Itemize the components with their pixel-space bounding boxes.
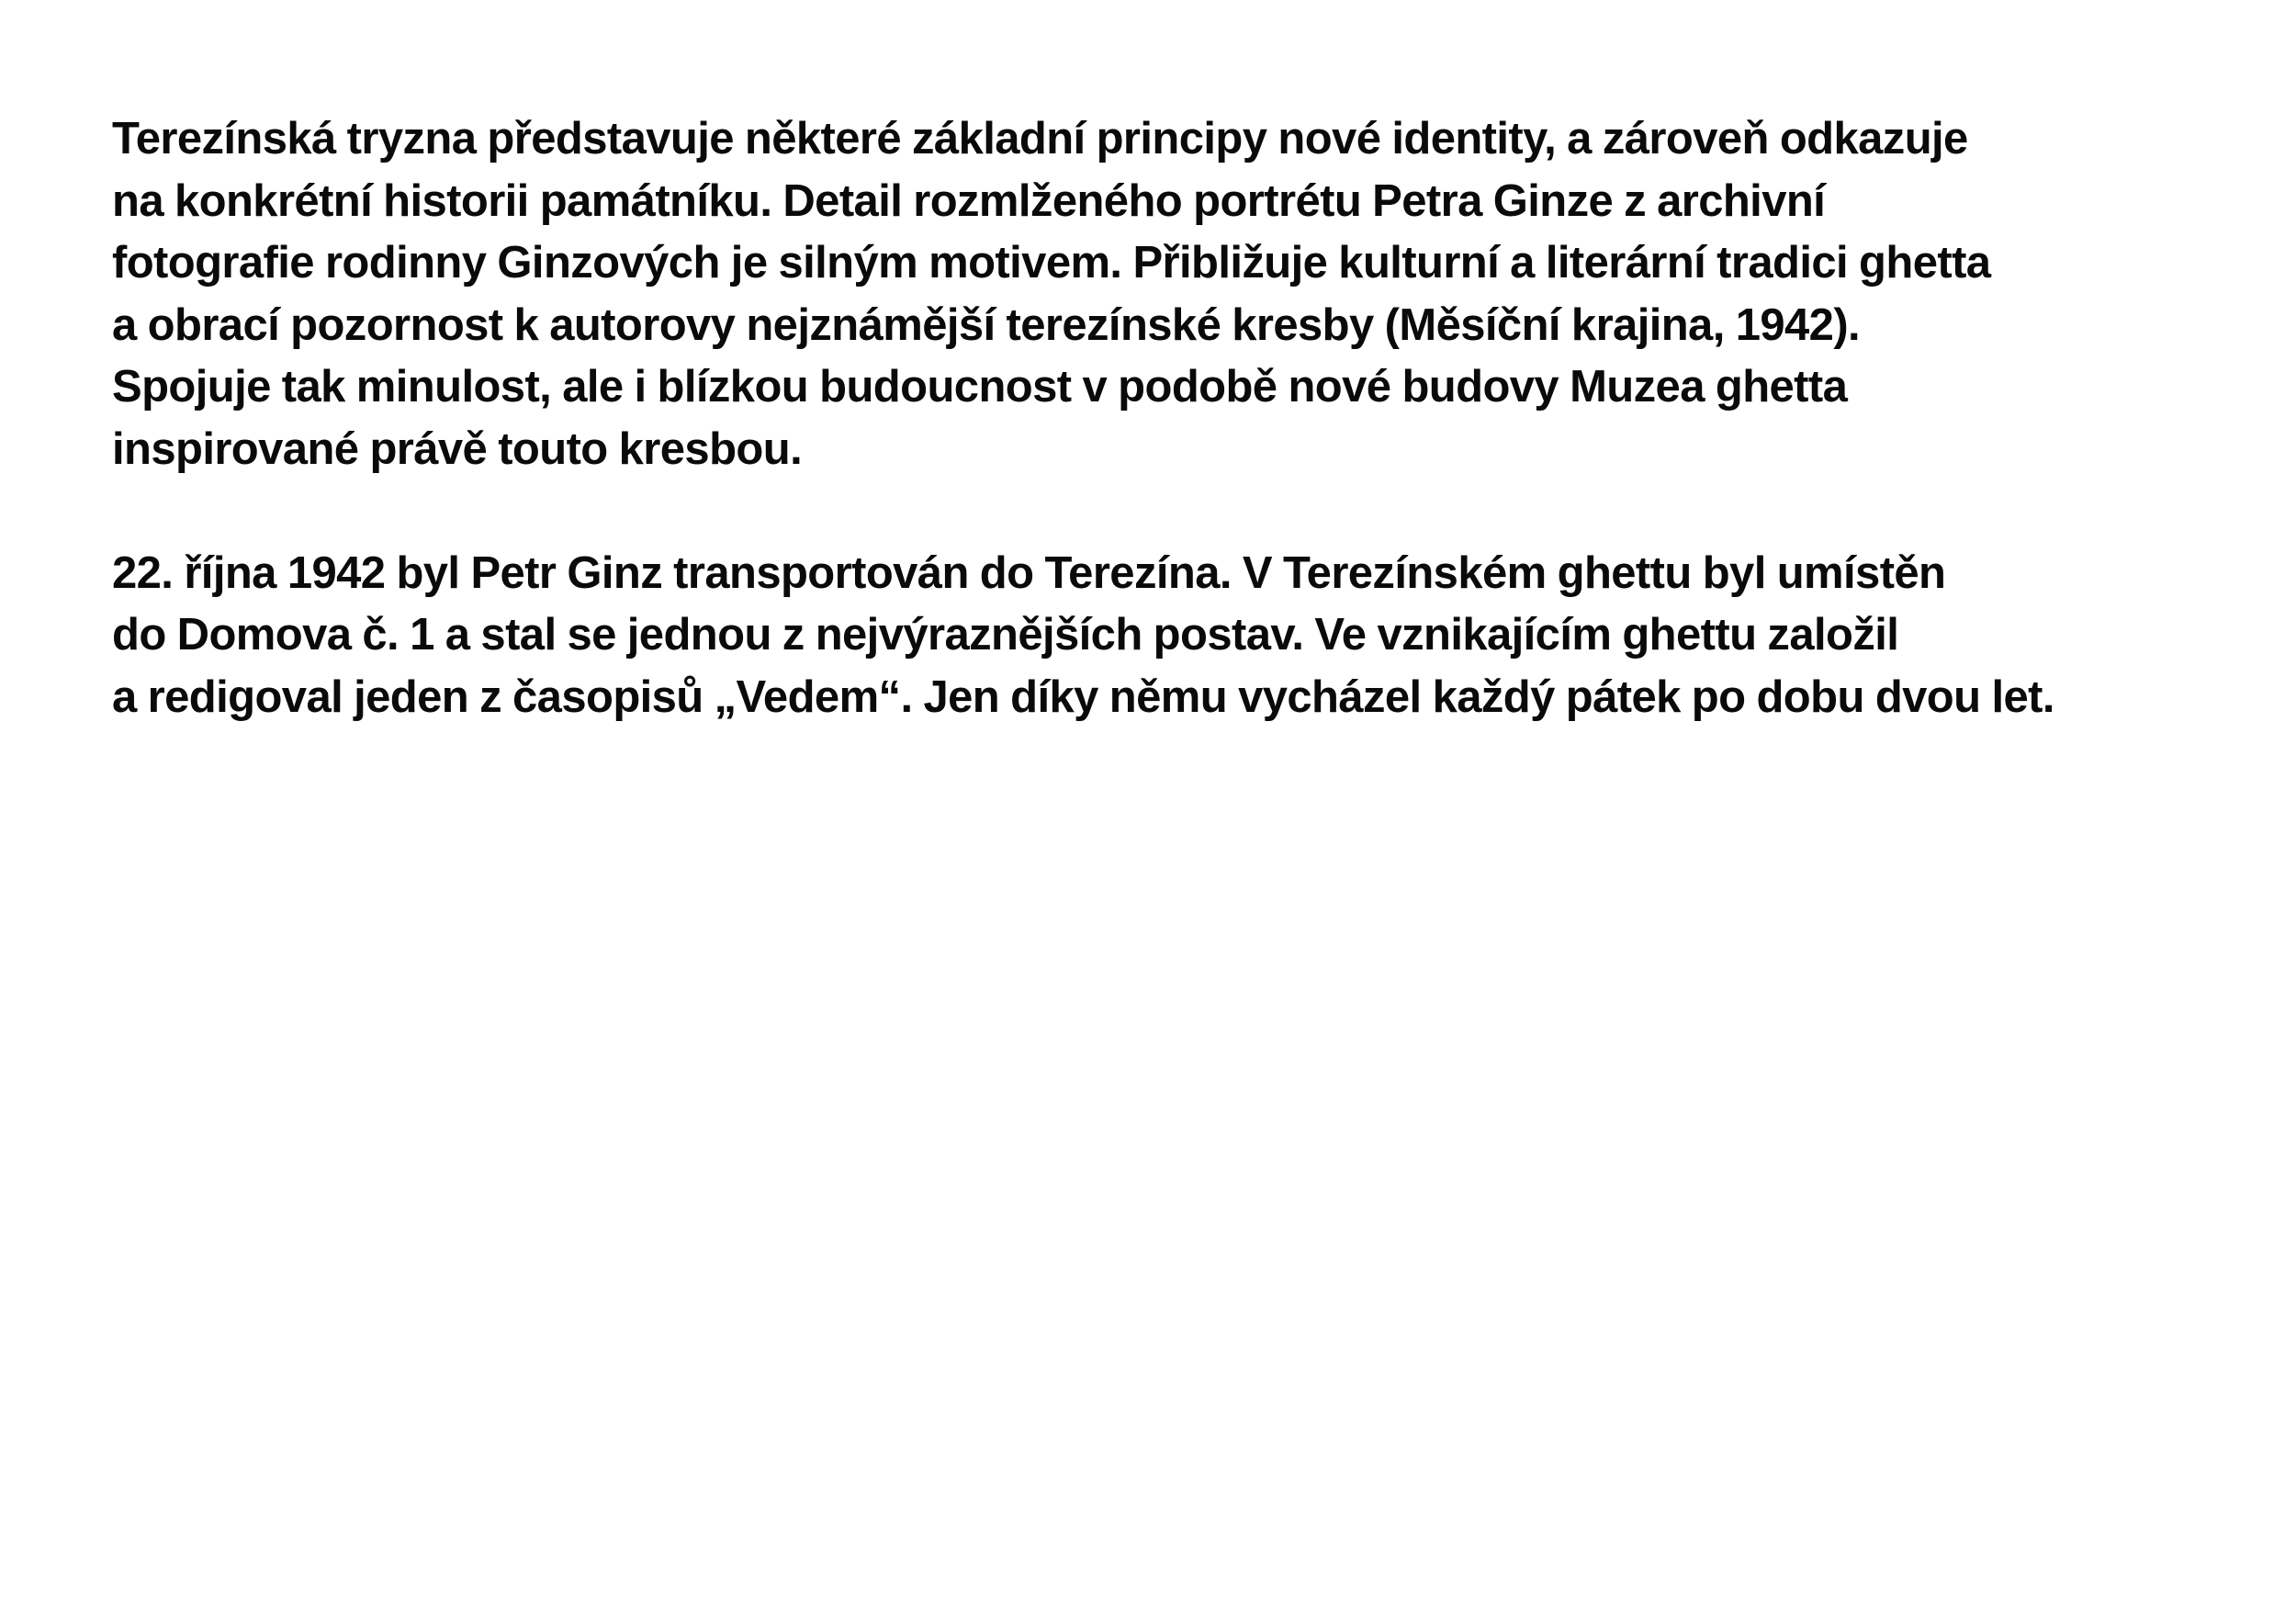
text-line: 22. října 1942 byl Petr Ginz transportován do Terezína. V Terezínském ghettu byl umístěn [112, 547, 1946, 598]
paragraph-2 [112, 543, 2252, 729]
text-line: na konkrétní historii památníku. Detail rozmlženého portrétu Petra Ginze z archivní [112, 175, 1826, 226]
text-line: do Domova č. 1 a stal se jednou z nejvýraznějších postav. Ve vznikajícím ghettu založil [112, 610, 1899, 660]
paragraph-1 [112, 108, 2252, 480]
text-line: Terezínská tryzna představuje některé základní principy nové identity, a zároveň odkazuje [112, 114, 1968, 164]
text-line: a obrací pozornost k autorovy nejznámější terezínské kresby (Měsíční krajina, 1942). [112, 299, 1861, 350]
text-line: Spojuje tak minulost, ale i blízkou budoucnost v podobě nové budovy Muzea ghetta [112, 362, 1848, 412]
text-line: a redigoval jeden z časopisů „Vedem“. Jen díky němu vycházel každý pátek po dobu dvou let. [112, 671, 2054, 722]
body-text [112, 108, 2252, 728]
text-line: fotografie rodinny Ginzových je silným motivem. Přibližuje kulturní a literární tradici ghetta [112, 238, 1991, 288]
text-line: inspirované právě touto kresbou. [112, 423, 803, 474]
